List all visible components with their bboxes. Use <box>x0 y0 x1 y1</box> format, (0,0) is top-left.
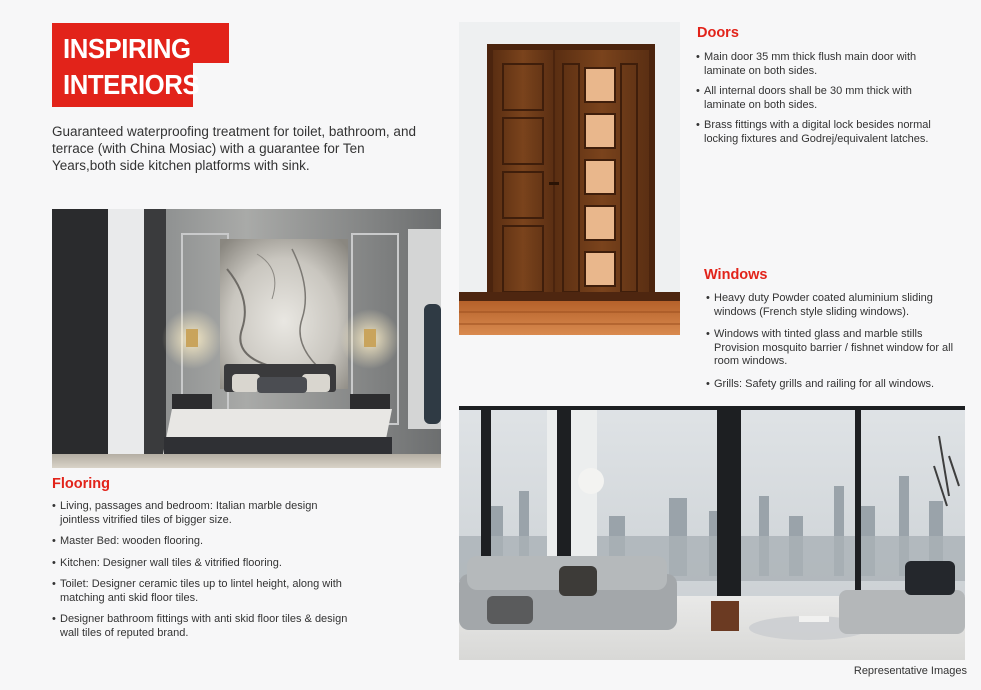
flooring-item: • Designer bathroom fittings with anti skid floor tiles & design wall tiles of reputed brand. <box>52 613 352 640</box>
representative-images-caption: Representative Images <box>853 665 967 677</box>
windows-list <box>706 292 966 400</box>
windows-item: • Windows with tinted glass and marble stills Provision mosquito barrier / fishnet window for all room windows. <box>706 328 966 369</box>
flooring-item: • Toilet: Designer ceramic tiles up to lintel height, along with matching anti skid floor tiles. <box>52 578 352 605</box>
flooring-item: • Living, passages and bedroom: Italian marble design jointless vitrified tiles of bigger size. <box>52 500 352 527</box>
flooring-heading: Flooring <box>52 476 110 492</box>
doors-item: • All internal doors shall be 30 mm thick with laminate on both sides. <box>696 85 956 112</box>
windows-item: • Grills: Safety grills and railing for all windows. <box>706 378 966 392</box>
windows-heading: Windows <box>704 267 768 283</box>
door-photo <box>459 22 680 335</box>
title-line-2: INTERIORS <box>63 69 200 100</box>
bedroom-photo <box>52 209 441 468</box>
intro-text: Guaranteed waterproofing treatment for toilet, bathroom, and terrace (with China Mosiac) with a guarantee for Ten Years,both side kitchen platforms with sink. <box>52 124 416 173</box>
flooring-list <box>52 500 352 648</box>
doors-heading: Doors <box>697 25 739 41</box>
doors-item: • Main door 35 mm thick flush main door with laminate on both sides. <box>696 51 956 78</box>
doors-item: • Brass fittings with a digital lock besides normal locking fixtures and Godrej/equivalent latches. <box>696 119 956 146</box>
title-line-1: INSPIRING <box>63 33 191 64</box>
flooring-item: • Kitchen: Designer wall tiles & vitrified flooring. <box>52 557 352 571</box>
flooring-item: • Master Bed: wooden flooring. <box>52 535 352 549</box>
windows-item: • Heavy duty Powder coated aluminium sliding windows (French style sliding windows). <box>706 292 966 319</box>
doors-list <box>696 51 956 153</box>
living-room-photo <box>459 406 965 660</box>
title-banner <box>52 23 200 107</box>
